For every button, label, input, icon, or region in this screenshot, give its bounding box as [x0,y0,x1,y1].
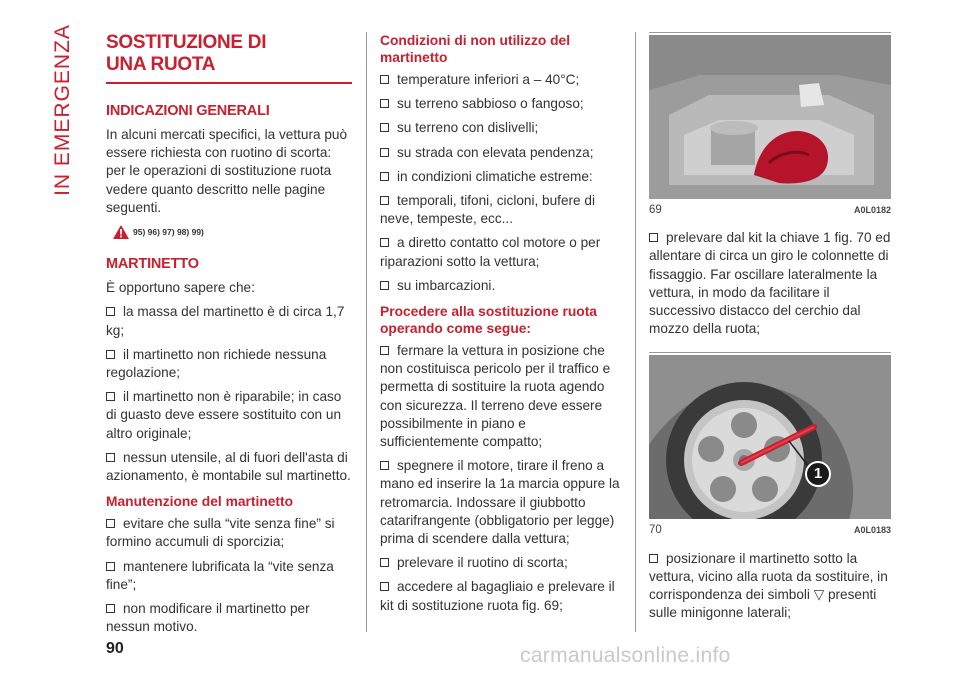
list-item: nessun utensile, al di fuori dell'asta di azionamento, è montabile sul martinetto. [106,449,351,484]
bullet-box-icon [106,562,115,571]
list-item: prelevare dal kit la chiave 1 fig. 70 ed allentare di circa un giro le colonnette di fissaggio. Far oscillare lateralmente la vettura, in modo da facilitare il successivo distacco del cerchio dal mozzo della ruota; [649,230,891,337]
trunk-photo [649,35,891,199]
general-paragraph: In alcuni mercati specifici, la vettura può essere richiesta con ruotino di scorta: per le operazioni di sostituzione ruota vedere quanto descritto nelle pagine seguenti. [106,127,348,215]
list-item: evitare che sulla “vite senza fine” si formino accumuli di sporcizia; [106,516,335,550]
bullet-box-icon [106,519,115,528]
figure-code: A0L0182 [853,205,891,215]
list-item: il martinetto non richiede nessuna regolazione; [106,346,327,381]
warning-refs-text: 95) 96) 97) 98) 99) [133,227,204,238]
title-underline [106,82,352,84]
list-item: mantenere lubrificata la “vite senza fine”; [106,558,334,592]
bullet-box-icon [380,196,389,205]
bullet-box-icon [380,238,389,247]
bullet-box-icon [380,148,389,157]
bullet-box-icon [380,558,389,567]
column-right [649,32,891,628]
list-item: in condizioni climatiche estreme: [380,168,622,186]
wheel-illustration [649,355,891,519]
column-divider [366,32,367,632]
bullet-box-icon [106,453,115,462]
list-item: accedere al bagagliaio e prelevare il kit di sostituzione ruota fig. 69; [380,579,615,613]
list-item: su terreno sabbioso o fangoso; [380,95,622,113]
bullet-box-icon [649,233,658,242]
heading-jack-maintenance: Manutenzione del martinetto [106,494,294,510]
bullet-box-icon [380,172,389,181]
bullet-box-icon [649,554,658,563]
bullet-box-icon [380,461,389,470]
list-item: temporali, tifoni, cicloni, bufere di neve, tempeste, ecc... [380,193,595,227]
bullet-box-icon [106,392,115,401]
heading-general: INDICAZIONI GENERALI [106,103,270,119]
list-item: prelevare il ruotino di scorta; [380,554,622,572]
list-item: temperature inferiori a – 40°C; [380,71,622,89]
figure-70 [649,352,891,539]
callout-badge: 1 [805,461,831,487]
bullet-box-icon [380,99,389,108]
wheel-photo [649,355,891,519]
trunk-illustration [649,35,891,199]
list-item: a diretto contatto col motore o per riparazioni sotto la vettura; [380,235,601,269]
section-side-tab-label: IN EMERGENZA [51,24,74,196]
heading-procedure: Procedere alla sostituzione ruota operando come segue: [380,304,597,337]
bullet-box-icon [380,281,389,290]
list-item: il martinetto non è riparabile; in caso di guasto deve essere sostituito con un altro originale; [106,389,342,441]
bullet-box-icon [380,75,389,84]
warning-icon [112,224,130,240]
bullet-box-icon [106,604,115,613]
heading-non-use-conditions: Condizioni di non utilizzo del martinetto [380,33,571,65]
column-left [106,32,352,642]
figure-code: A0L0183 [853,525,891,536]
bullet-box-icon [380,582,389,591]
list-item: su terreno con dislivelli; [380,119,622,137]
list-item: su imbarcazioni. [380,277,622,295]
list-item: fermare la vettura in posizione che non costituisca pericolo per il traffico e permetta di sostituire la ruota agendo con sicurezza. Il terreno deve essere possibilmente in piano e sufficientemente compatto; [380,343,611,450]
bullet-box-icon [106,350,115,359]
list-item: posizionare il martinetto sotto la vettura, vicino alla ruota da sostituire, in corrispondenza dei simboli ▽ presenti sulle minigonne laterali; [649,550,888,621]
figure-number: 69 [649,204,662,216]
column-divider [635,32,636,632]
page-title: SOSTITUZIONE DI UNA RUOTA [106,32,267,75]
jack-intro: È opportuno sapere che: [106,280,255,296]
heading-jack: MARTINETTO [106,256,199,273]
figure-number: 70 [649,524,662,537]
bullet-box-icon [380,123,389,132]
list-item: su strada con elevata pendenza; [380,144,622,162]
bullet-box-icon [106,307,115,316]
page-number: 90 [106,640,124,657]
list-item: spegnere il motore, tirare il freno a mano ed inserire la 1a marcia oppure la retromarcia. Indossare il giubbotto catarifrangente (obbligatorio per legge) prima di scendere dalla vettura; [380,458,620,547]
list-item: la massa del martinetto è di circa 1,7 kg; [106,304,345,338]
figure-69 [649,32,891,219]
figure-caption [649,521,891,539]
watermark: carmanualsonline.info [520,644,731,667]
warning-references [112,223,352,241]
column-middle [380,32,622,621]
figure-caption [649,201,891,219]
list-item: non modificare il martinetto per nessun motivo. [106,601,310,635]
bullet-box-icon [380,346,389,355]
section-side-tab [48,24,78,196]
